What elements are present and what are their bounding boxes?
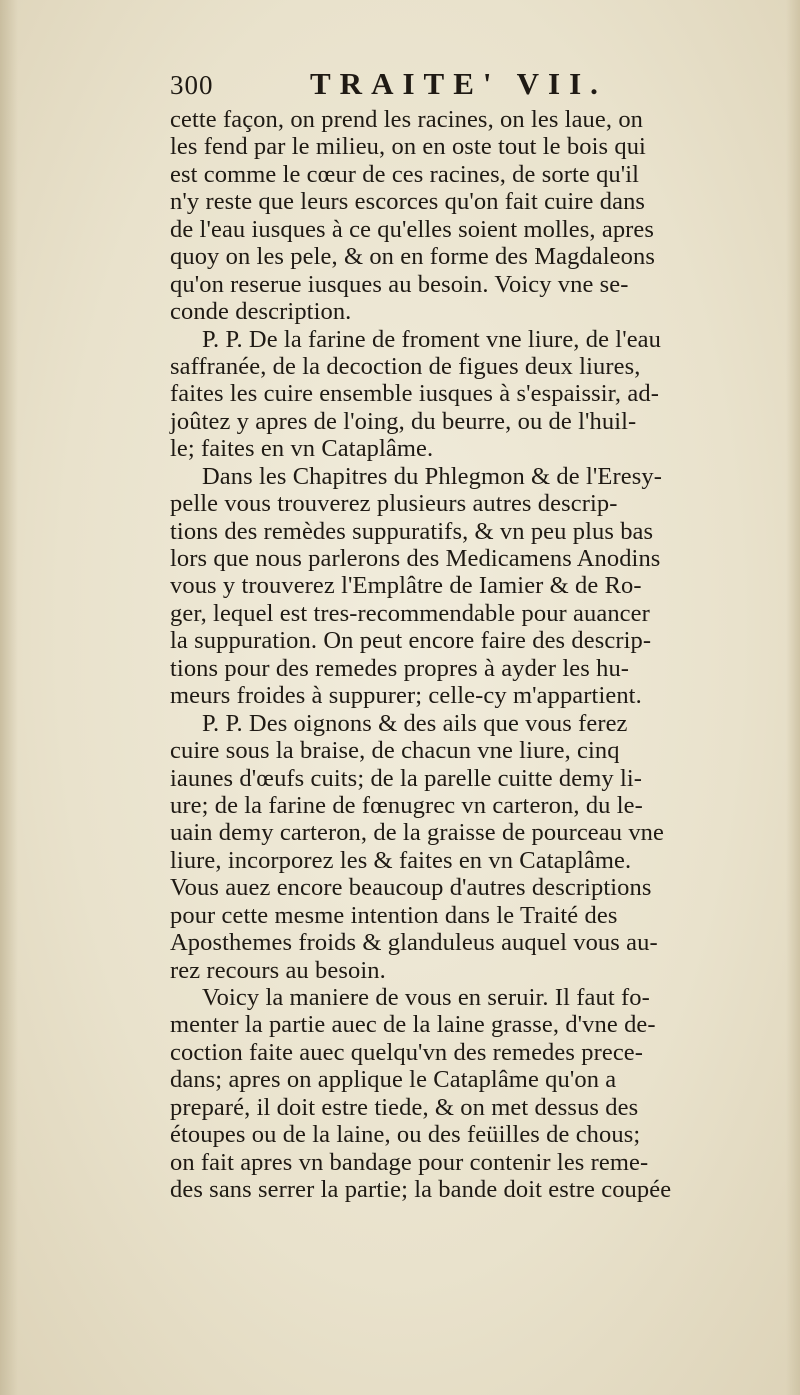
text-line: uain demy carteron, de la graisse de pourceau vne	[170, 819, 665, 847]
text-line: le; faites en vn Cataplâme.	[170, 435, 434, 463]
text-line: vous y trouverez l'Emplâtre de Iamier & de Ro-	[170, 572, 642, 600]
text-line: Aposthemes froids & glanduleus auquel vous au-	[170, 929, 658, 957]
text-line: quoy on les pele, & on en forme des Magdaleons	[170, 243, 655, 271]
text-line: ger, lequel est tres-recommendable pour auancer	[170, 599, 650, 627]
text-line: les fend par le milieu, on en oste tout le bois qui	[170, 133, 646, 161]
text-line: tions pour des remedes propres à ayder les hu-	[170, 654, 630, 682]
text-line: dans; apres on applique le Cataplâme qu'on a	[170, 1066, 617, 1094]
text-line: liure, incorporez les & faites en vn Cataplâme.	[170, 846, 632, 874]
body-text	[170, 106, 790, 1204]
text-line: Vous auez encore beaucoup d'autres descriptions	[170, 874, 652, 902]
text-line: joûtez y apres de l'oing, du beurre, ou de l'huil-	[170, 407, 637, 435]
text-line: la suppuration. On peut encore faire des descrip-	[170, 627, 652, 655]
running-head	[170, 66, 770, 106]
text-line: qu'on reserue iusques au besoin. Voicy vne se-	[170, 270, 629, 298]
text-line: iaunes d'œufs cuits; de la parelle cuitte demy li-	[170, 764, 643, 792]
text-line: faites les cuire ensemble iusques à s'espaissir, ad-	[170, 380, 659, 408]
text-line: lors que nous parlerons des Medicamens Anodins	[170, 545, 661, 572]
text-line: saffranée, de la decoction de figues deux liures,	[170, 352, 641, 380]
text-line: pour cette mesme intention dans le Traité des	[170, 901, 618, 929]
text-line: P. P. Des oignons & des ails que vous ferez	[202, 709, 628, 737]
text-line: on fait apres vn bandage pour contenir les reme-	[170, 1148, 649, 1176]
page-left-edge-shadow	[0, 0, 18, 1395]
text-line: tions des remèdes suppuratifs, & vn peu plus bas	[170, 517, 654, 545]
text-line: de l'eau iusques à ce qu'elles soient molles, apres	[170, 215, 655, 243]
text-line: pelle vous trouverez plusieurs autres descrip-	[170, 490, 618, 518]
text-line: P. P. De la farine de froment vne liure, de l'eau	[202, 325, 662, 353]
text-line: meurs froides à suppurer; celle-cy m'appartient.	[170, 682, 642, 710]
text-line: ure; de la farine de fœnugrec vn carteron, du le-	[170, 791, 643, 819]
text-line: Voicy la maniere de vous en seruir. Il faut fo-	[202, 984, 650, 1011]
text-line: n'y reste que leurs escorces qu'on fait cuire dans	[170, 188, 646, 216]
text-line: des sans serrer la partie; la bande doit estre coupée	[170, 1176, 672, 1204]
running-title: TRAITE' VII.	[310, 66, 607, 101]
text-line: est comme le cœur de ces racines, de sorte qu'il	[170, 160, 640, 188]
page-number: 300	[170, 70, 214, 100]
text-line: conde description.	[170, 298, 352, 326]
text-line: étoupes ou de la laine, ou des feüilles de chous;	[170, 1121, 641, 1149]
text-line: Dans les Chapitres du Phlegmon & de l'Eresy-	[202, 462, 662, 490]
text-line: cette façon, on prend les racines, on les laue, on	[170, 106, 644, 133]
text-line: preparé, il doit estre tiede, & on met dessus des	[170, 1093, 639, 1121]
text-line: menter la partie auec de la laine grasse, d'vne de-	[170, 1011, 656, 1039]
text-line: coction faite auec quelqu'vn des remedes prece-	[170, 1038, 644, 1066]
text-line: rez recours au besoin.	[170, 956, 386, 984]
text-line: cuire sous la braise, de chacun vne liure, cinq	[170, 737, 620, 765]
